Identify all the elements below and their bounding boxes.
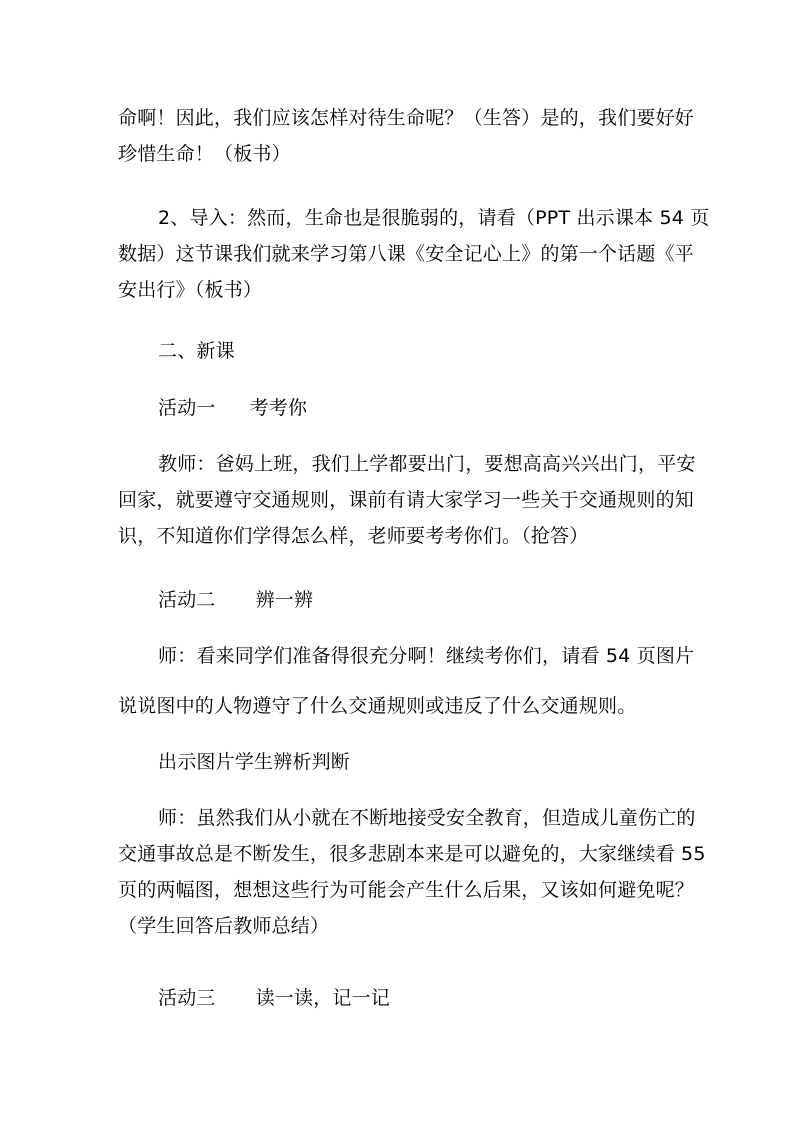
paragraph-identify-rules	[118, 638, 695, 724]
text-line: 出示图片学生辨析判断	[158, 751, 351, 773]
text-line: 说说图中的人物遵守了什么交通规则或违反了什么交通规则。	[118, 695, 637, 717]
text-line: 回家，就要遵守交通规则，课前有请大家学习一些关于交通规则的知	[118, 489, 695, 511]
activity-label: 活动二	[158, 589, 216, 611]
activity-three-heading	[118, 980, 678, 1016]
paragraph-teacher-quiz	[118, 446, 696, 554]
text-line: 2、导入：然而，生命也是很脆弱的，请看（PPT 出示课本 54 页	[158, 207, 710, 229]
text-line: 二、新课	[158, 340, 235, 362]
text-line: 交通事故总是不断发生，很多悲剧本来是可以避免的，大家继续看 55	[118, 843, 706, 865]
activity-two-heading	[118, 582, 678, 618]
text-line: 教师：爸妈上班，我们上学都要出门，要想高高兴兴出门，平安	[158, 453, 696, 475]
paragraph-safety-education	[118, 800, 706, 944]
activity-one-heading	[118, 390, 678, 426]
activity-heading-line	[118, 582, 678, 618]
activity-title: 辨一辨	[255, 589, 314, 611]
activity-label: 活动一	[158, 397, 216, 419]
text-line: （学生回答后教师总结）	[118, 915, 330, 937]
paragraph-life-cherish	[118, 100, 695, 172]
text-line: 数据）这节课我们就来学习第八课《安全记心上》的第一个话题《平	[118, 243, 695, 265]
section-heading-new-lesson	[118, 333, 678, 369]
text-line: 识，不知道你们学得怎么样，老师要考考你们。（抢答）	[118, 525, 589, 547]
activity-heading-line	[118, 390, 678, 426]
text-line: 师：看来同学们准备得很充分啊！继续考你们，请看 54 页图片	[158, 645, 695, 667]
text-line: 页的两幅图，想想这些行为可能会产生什么后果，又该如何避免呢？	[118, 879, 695, 901]
paragraph-introduction	[118, 200, 710, 308]
activity-title: 读一读，记一记	[255, 987, 391, 1009]
text-line: 珍惜生命！（板书）	[118, 143, 291, 165]
paragraph-show-pictures	[118, 744, 678, 780]
activity-label: 活动三	[158, 987, 216, 1009]
activity-heading-line	[118, 980, 678, 1016]
text-line: 师：虽然我们从小就在不断地接受安全教育，但造成儿童伤亡的	[158, 807, 696, 829]
text-line: 命啊！因此，我们应该怎样对待生命呢？（生答）是的，我们要好好	[118, 107, 695, 129]
activity-title: 考考你	[249, 397, 308, 419]
text-line: 安出行》（板书）	[118, 279, 263, 301]
